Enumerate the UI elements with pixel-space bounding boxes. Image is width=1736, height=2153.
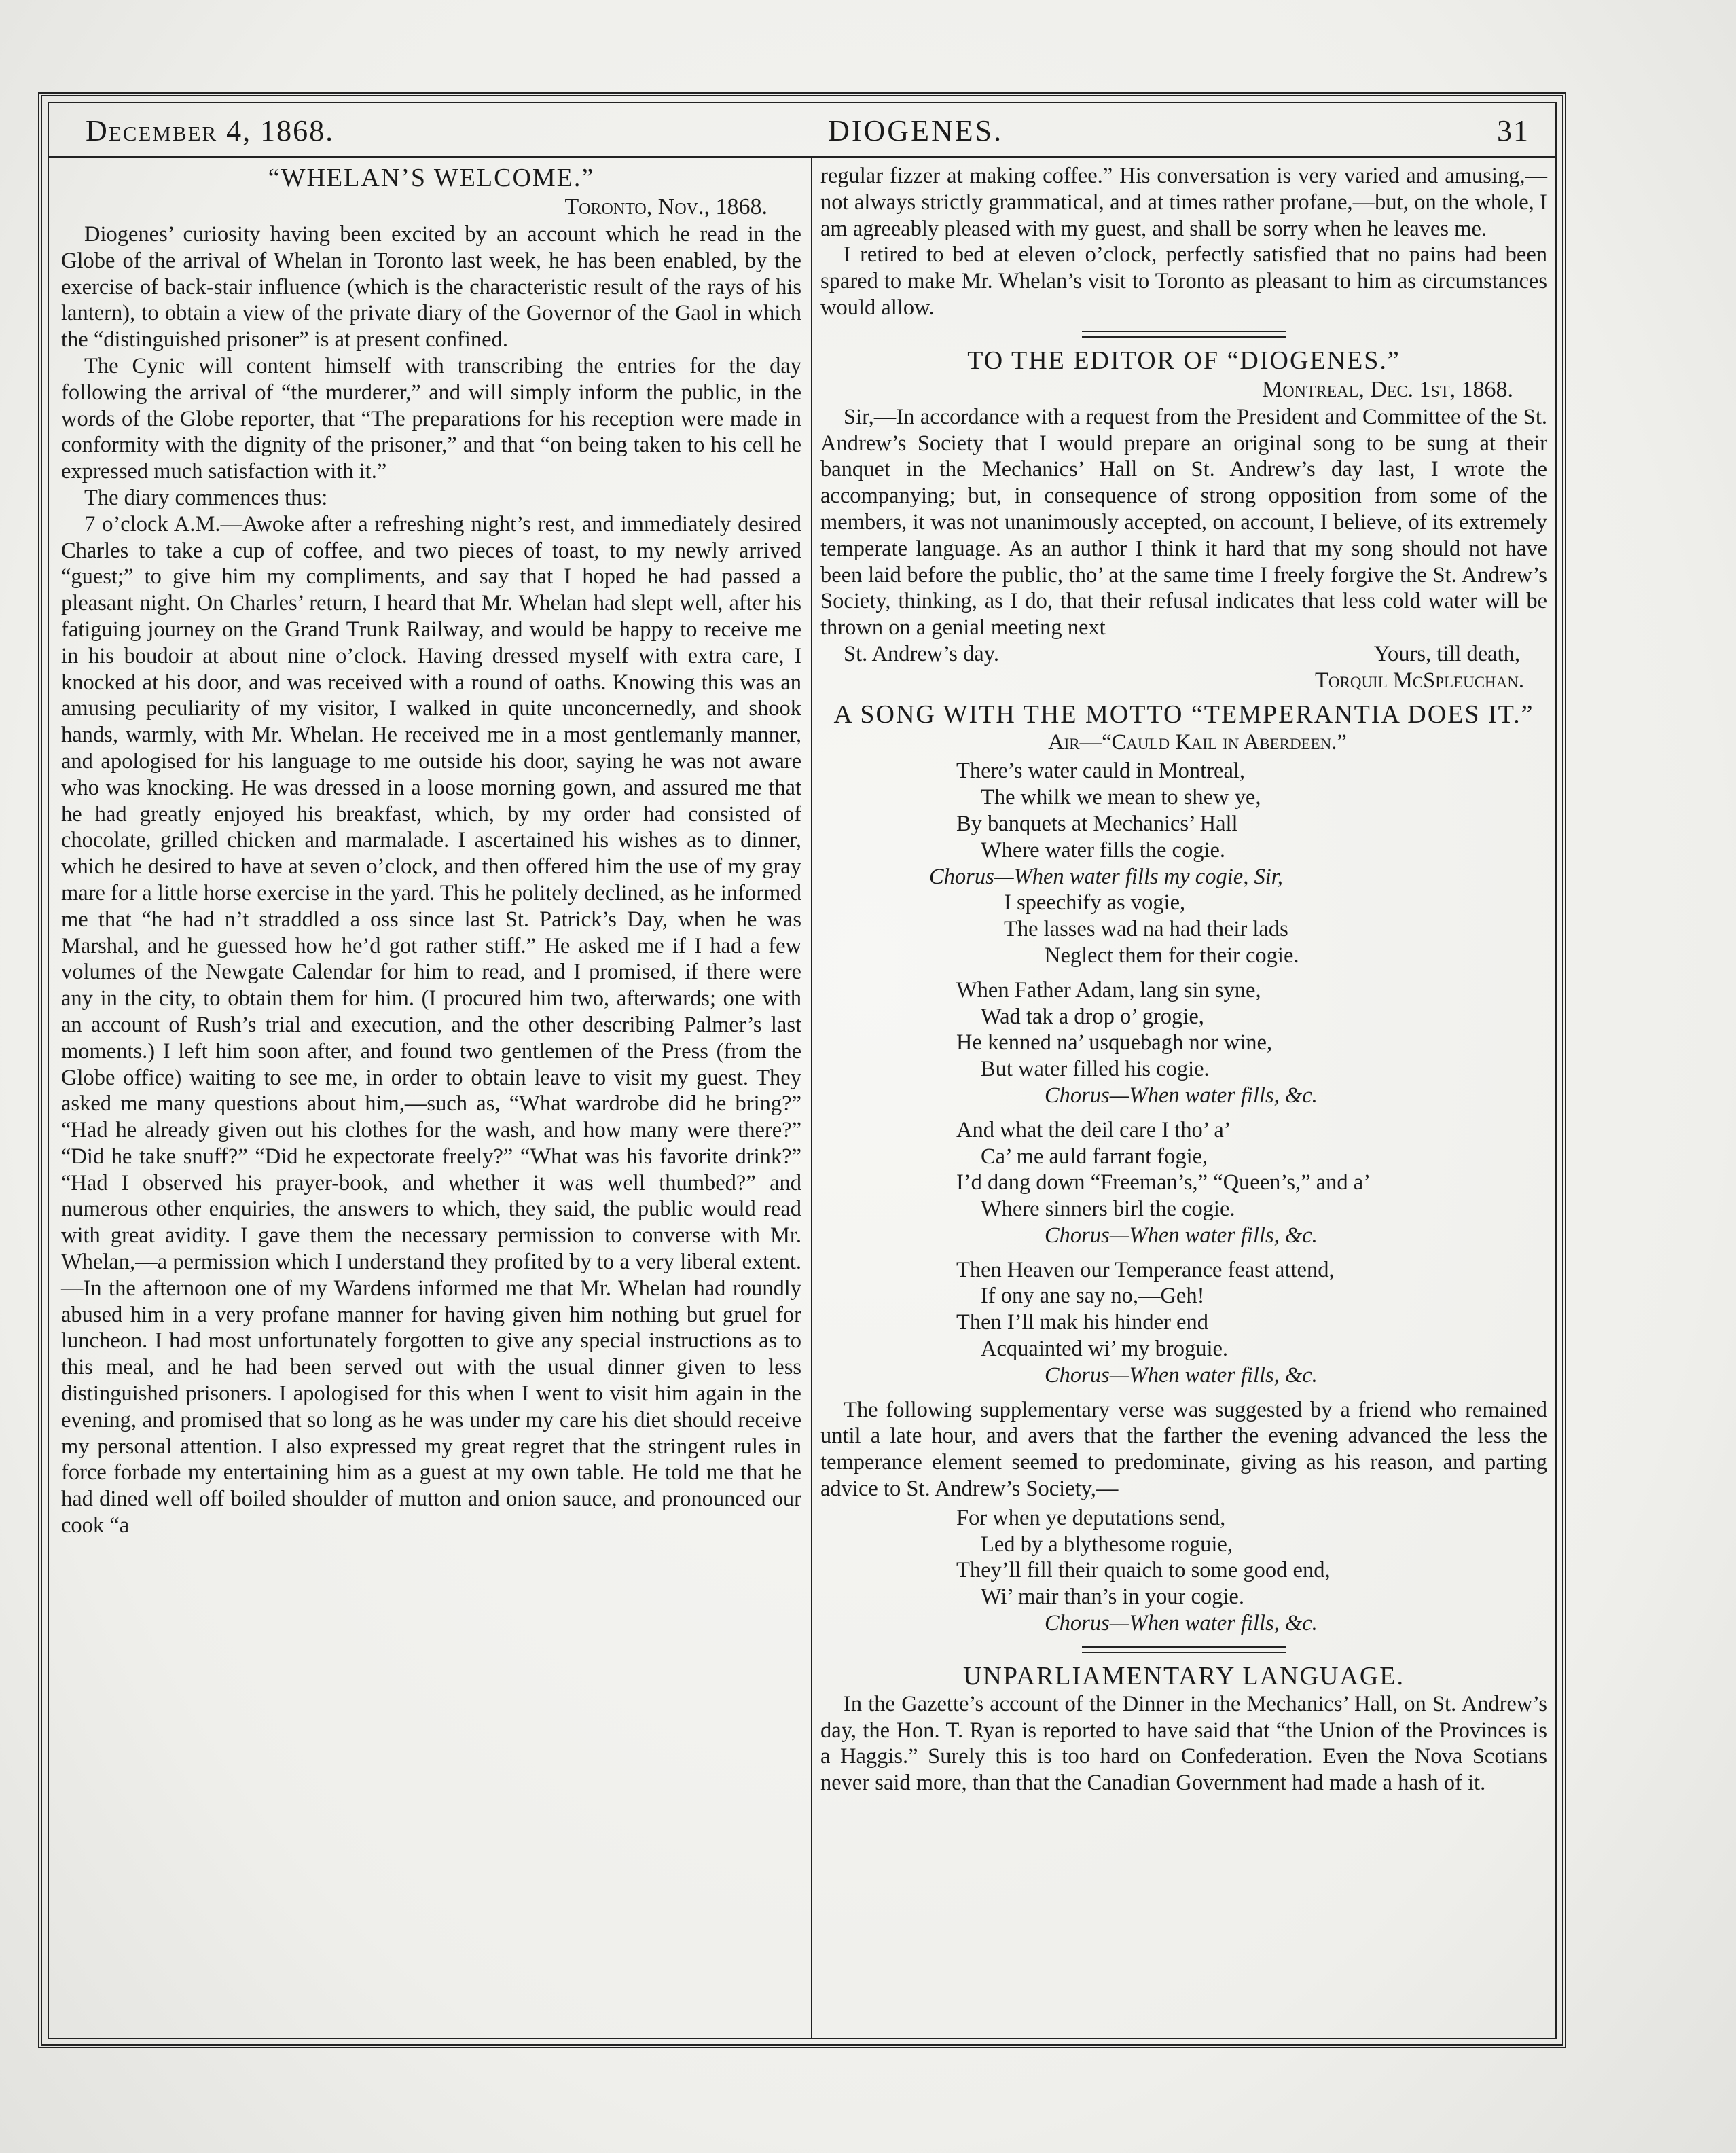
song-chorus: Chorus—When water fills, &c.	[1045, 1611, 1318, 1636]
section-rule	[1082, 331, 1286, 338]
right-column	[820, 163, 1547, 1796]
left-column	[61, 163, 801, 1539]
song-verse: Then Heaven our Temperance feast attend, If ony ane say no,—Geh! Then I’ll mak his hinder end Acquainted wi’ my broguie. Chorus—When water fills, &c.	[820, 1257, 1547, 1389]
section-rule	[1082, 1646, 1286, 1653]
article-paragraph: Diogenes’ curiosity having been excited by an account which he read in the Globe of the arrival of Whelan in Toronto last week, he has been enabled, by the exercise of back-stair influence (which is the characteristic result of the rays of his lantern), to obtain a view of the private diary of the Governor of the Gaol in which the “distinguished prisoner” is at present confined.	[61, 222, 801, 352]
article-continuation: regular fizzer at making coffee.” His conversation is very varied and amusing,—not always strictly grammatical, and at times rather profane,—but, on the whole, I am agreeably pleased with my guest, and shall be sorry when he leaves me.	[820, 164, 1547, 241]
masthead-title: DIOGENES.	[828, 113, 1004, 147]
supplement-intro: The following supplementary verse was suggested by a friend who remained until a late hour, and avers that the farther the evening advanced the less the temperance element seemed to predominate, giving as his reason, and parting advice to St. Andrew’s Society,—	[820, 1397, 1547, 1502]
issue-date: December 4, 1868.	[86, 113, 335, 147]
article-paragraph: The Cynic will content himself with transcribing the entries for the day following the arrival of “the murderer,” and will simply inform the public, in the words of the Globe reporter, that “The preparations for his reception were made in conformity with the dignity of the prisoner,” and that “on being taken to his cell he expressed much satisfaction with it.”	[61, 353, 801, 484]
song-verses	[820, 758, 1547, 1388]
song-chorus: Chorus—When water fills, &c.	[1045, 1362, 1318, 1388]
letter-signoff: St. Andrew’s day. Yours, till death,	[844, 641, 1520, 666]
song-air: Air—“Cauld Kail in Aberdeen.”	[1048, 729, 1347, 755]
song-verse: And what the deil care I tho’ a’ Ca’ me auld farrant fogie, I’d dang down “Freeman’s,” “Queen’s,” and a’ Where sinners birl the cogie. Chorus—When water fills, &c.	[820, 1117, 1547, 1249]
article-paragraph: The diary commences thus:	[84, 485, 328, 510]
song-chorus: Chorus—When water fills, &c.	[1045, 1223, 1318, 1248]
song-title: A SONG WITH THE MOTTO “TEMPERANTIA DOES IT.”	[833, 700, 1534, 729]
article-continuation: I retired to bed at eleven o’clock, perfectly satisfied that no pains had been spared to make Mr. Whelan’s visit to Toronto as pleasant to him as circumstances would allow.	[820, 242, 1547, 320]
supplement-verse: For when ye deputations send, Led by a blythesome roguie, They’ll fill their quaich to some good end, Wi’ mair than’s in your cogie. Chorus—When water fills, &c.	[820, 1505, 1547, 1637]
song-chorus: Chorus—When water fills, &c.	[1045, 1083, 1318, 1108]
page-header	[48, 106, 1557, 155]
song-chorus: Chorus—When water fills my cogie, Sir,	[929, 864, 1283, 889]
article-title-whelans-welcome: “WHELAN’S WELCOME.”	[268, 164, 595, 192]
letter-signature: Torquil McSpleuchan.	[1315, 668, 1524, 693]
article-dateline: Toronto, Nov., 1868.	[564, 194, 767, 219]
header-rule	[48, 156, 1557, 158]
article-paragraph: 7 o’clock A.M.—Awoke after a refreshing night’s rest, and immediately desired Charles to take a cup of coffee, and two pieces of toast, to my newly arrived “guest;” to give him my compliments, and say that I hoped he had passed a pleasant night. On Charles’ return, I heard that Mr. Whelan had slept well, after his fatiguing journey on the Grand Trunk Railway, and would be happy to receive me in his boudoir at about nine o’clock. Having dressed myself with extra care, I knocked at his door, and was received with a round of oaths. Knowing this was an amusing peculiarity of my visitor, I walked in quite unconcernedly, and shook hands, warmly, with Mr. Whelan. He received me in a most gentlemanly manner, and apologised for his language to me outside his door, saying he was not aware who was knocking. He was dressed in a loose morning gown, and assured me that he had greatly enjoyed his breakfast, which, by my order had consisted of chocolate, grilled chicken and marmalade. I ascertained his wishes as to dinner, which he desired to have at seven o’clock, and then offered him the use of my gray mare for a little horse exercise in the yard. This he politely declined, as he informed me that “he had n’t straddled a oss since last St. Patrick’s Day, when he was Marshal, and he guessed how he’d got rather stiff.” He asked me if I had a few volumes of the Newgate Calendar for him to read, and I promised, if there were any in the city, to obtain them for him. (I procured him two, afterwards; one with an account of Rush’s trial and execution, and the other describing Palmer’s last moments.) I left him soon after, and found two gentlemen of the Press (from the Globe office) waiting to see me, in order to obtain leave to visit my guest. They asked me many questions about him,—such as, “What wardrobe did he bring?” “Had he already given out his clothes for the wash, and how many were there?” “Did he take snuff?” “Did he expectorate freely?” “What was his favorite drink?” “Had I observed his prayer-book, and whether it was well thumbed?” and numerous other enquiries, the answers to which, they said, the public would read with great avidity. I gave them the necessary permission to converse with Mr. Whelan,—a permission which I understand they profited by to a very liberal extent.—In the afternoon one of my Wardens informed me that Mr. Whelan had roundly abused him in a very profane manner for having given him nothing but gruel for luncheon. I had most unfortunately forgotten to give any special instructions as to this meal, and he had been served out with the usual dinner given to less distinguished prisoners. I apologised for this when I went to visit him again in the evening, and promised that so long as he was under my care his diet should receive my personal attention. I also expressed my great regret that the stringent rules in force forbade my entertaining him as a guest at my own table. He told me that he had dined well off boiled shoulder of mutton and onion sauce, and pronounced our cook “a	[61, 511, 801, 1538]
column-divider	[810, 158, 812, 2039]
letter-title: TO THE EDITOR OF “DIOGENES.”	[967, 346, 1400, 375]
unparliamentary-title: UNPARLIAMENTARY LANGUAGE.	[962, 1661, 1405, 1690]
page-number: 31	[1496, 113, 1530, 147]
unparliamentary-body: In the Gazette’s account of the Dinner in the Mechanics’ Hall, on St. Andrew’s day, the Hon. T. Ryan is reported to have said that “the Union of the Provinces is a Haggis.” Surely this is too hard on Confederation. Even the Nova Scotians never said more, than that the Canadian Government had made a hash of it.	[820, 1691, 1547, 1796]
letter-body: Sir,—In accordance with a request from the President and Committee of the St. Andrew’s Society that I would prepare an original song to be sung at their banquet in the Mechanics’ Hall on St. Andrew’s day last, I wrote the accompanying; but, in consequence of strong opposition from some of the members, it was not unanimously accepted, on account, I believe, of its extremely temperate language. As an author I think it hard that my song should not have been laid before the public, tho’ at the same time I freely forgive the St. Andrew’s Society, thinking, as I do, that their refusal indicates that less cold water will be thrown on a genial meeting next	[820, 404, 1547, 640]
song-verse: There’s water cauld in Montreal, The whilk we mean to shew ye, By banquets at Mechanics’ Hall Where water fills the cogie. Chorus—When water fills my cogie, Sir, I speechify as vogie, The lasses wad na had their lads Neglect them for their cogie.	[820, 758, 1547, 969]
song-verse: When Father Adam, lang sin syne, Wad tak a drop o’ grogie, He kenned na’ usquebagh nor wine, But water filled his cogie. Chorus—When water fills, &c.	[820, 977, 1547, 1109]
letter-dateline: Montreal, Dec. 1st, 1868.	[1262, 376, 1513, 402]
